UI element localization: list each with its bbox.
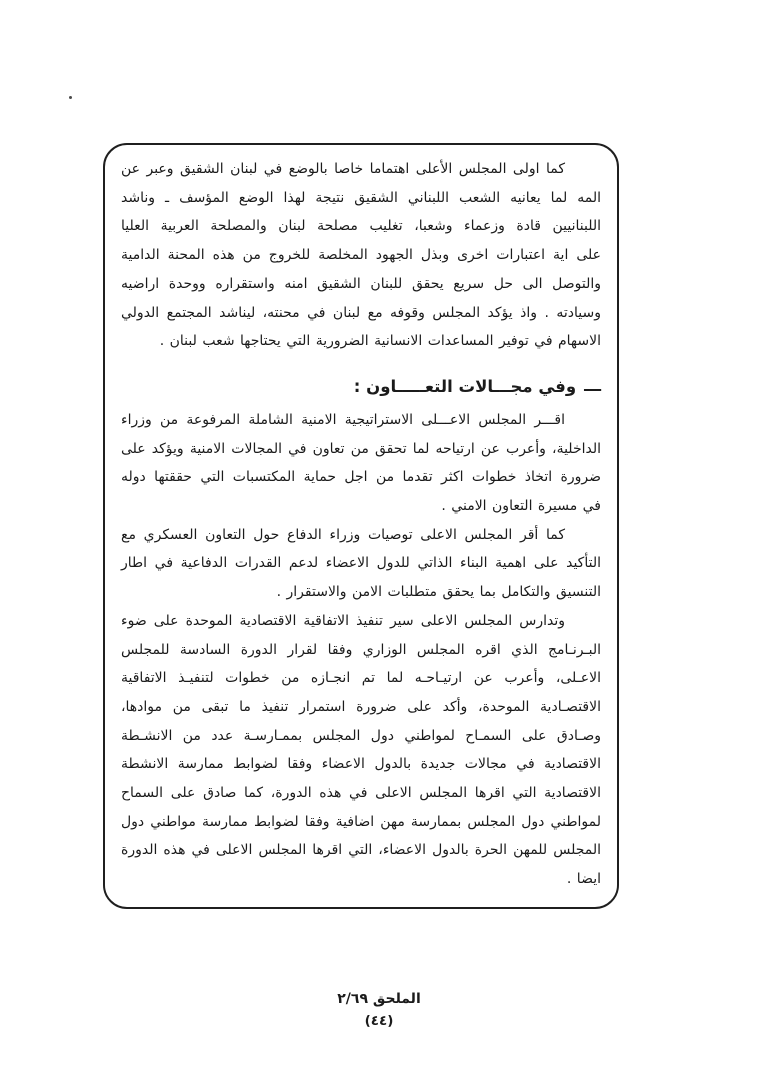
heading-dash-icon: ـــ — [584, 375, 601, 395]
text-line: في مسيرة التعاون الامني . — [441, 498, 601, 515]
section-heading-cooperation — [121, 372, 601, 402]
text-line: كما أقر المجلس الاعلى توصيات وزراء الدفاع حول التعاون العسكري مع — [121, 526, 565, 543]
paragraph-security-strategy — [121, 406, 601, 521]
text-line: لمواطني دول المجلس بممارسة مهن اضافية وفقا لضوابط ممارسة مواطني دول — [121, 813, 601, 830]
text-line: وصـادق على السمـاح لمواطني دول المجلس بممـارسـة عدد من الانشـطة — [121, 727, 601, 744]
text-line: المجلس للمهن الحرة بالدول الاعضاء، التي اقرها المجلس الاعلى في هذه الدورة — [121, 842, 601, 859]
text-line: ضرورة اتخاذ خطوات اكثر تقدما من اجل حماية المكتسبات التي حققتها دوله — [121, 469, 601, 486]
text-line: وتدارس المجلس الاعلى سير تنفيذ الاتفاقية الاقتصادية الموحدة على ضوء — [121, 612, 565, 629]
text-line: وسيادته . واذ يؤكد المجلس وقوفه مع لبنان في محنته، ليناشد المجتمع الدولي — [121, 304, 601, 321]
paragraph-economic-agreement — [121, 607, 601, 894]
text-line: التأكيد على اهمية البناء الذاتي للدول الاعضاء لدعم القدرات الدفاعية في اطار — [121, 555, 601, 572]
text-line: التنسيق والتكامل بما يحقق متطلبات الامن والاستقرار . — [276, 584, 601, 601]
heading-text: وفي مجـــالات التعـــــاون : — [353, 376, 577, 396]
text-line: والتوصل الى حل سريع يحقق للبنان الشقيق امنه واستقراره ووحدة اراضيه — [121, 275, 601, 292]
page-footer — [0, 991, 758, 1030]
text-line: ايضا . — [566, 871, 601, 888]
text-line: الداخلية، وأعرب عن ارتياحه لما تحقق من تعاون في المجالات الامنية ويؤكد على — [121, 440, 601, 457]
text-line: الاقتصادية التي اقرها المجلس الاعلى في هذه الدورة، كما صادق على السماح — [121, 785, 601, 802]
document-text-frame — [103, 143, 619, 909]
text-line: اقـــر المجلس الاعـــلى الاستراتيجية الامنية الشاملة المرفوعة من وزراء — [121, 411, 565, 428]
annex-label: الملحق ٢/٦٩ — [337, 991, 421, 1007]
text-line: كما اولى المجلس الأعلى اهتماما خاصا بالوضع في لبنان الشقيق وعبر عن — [121, 161, 565, 177]
paragraph-lebanon — [121, 155, 601, 356]
text-line: البـرنـامج الذي اقره المجلس الوزاري وفقا لقرار الدورة السادسة للمجلس — [121, 641, 601, 658]
text-line: المه لما يعانيه الشعب اللبناني الشقيق نتيجة لهذا الوضع المؤسف ـ وناشد — [121, 189, 601, 206]
page-number: (٤٤) — [364, 1013, 394, 1029]
text-line: الاعـلى، وأعرب عن ارتيـاحـه لما تم انجـازه من خطوات لتنفيـذ الاتفاقية — [121, 670, 601, 687]
text-line: على اية اعتبارات اخرى وبذل الجهود المخلصة للخروج من هذه المحنة الدامية — [121, 247, 601, 264]
text-line: الاسهام في توفير المساعدات الانسانية الضرورية التي يحتاجها شعب لبنان . — [159, 333, 601, 350]
paragraph-military-cooperation — [121, 521, 601, 607]
scan-speck — [69, 96, 72, 99]
text-line: اللبنانيين قادة وزعماء وشعبا، تغليب مصلحة لبنان والمصلحة العربية العليا — [121, 218, 601, 235]
text-line: الاقتصادية في مجالات جديدة بالدول الاعضاء وفقا لضوابط ممارسة الانشطة — [121, 756, 601, 773]
text-line: الاقتصـادية الموحدة، وأكد على ضرورة استمرار تنفيذ ما تبقى من موادها، — [121, 698, 601, 715]
